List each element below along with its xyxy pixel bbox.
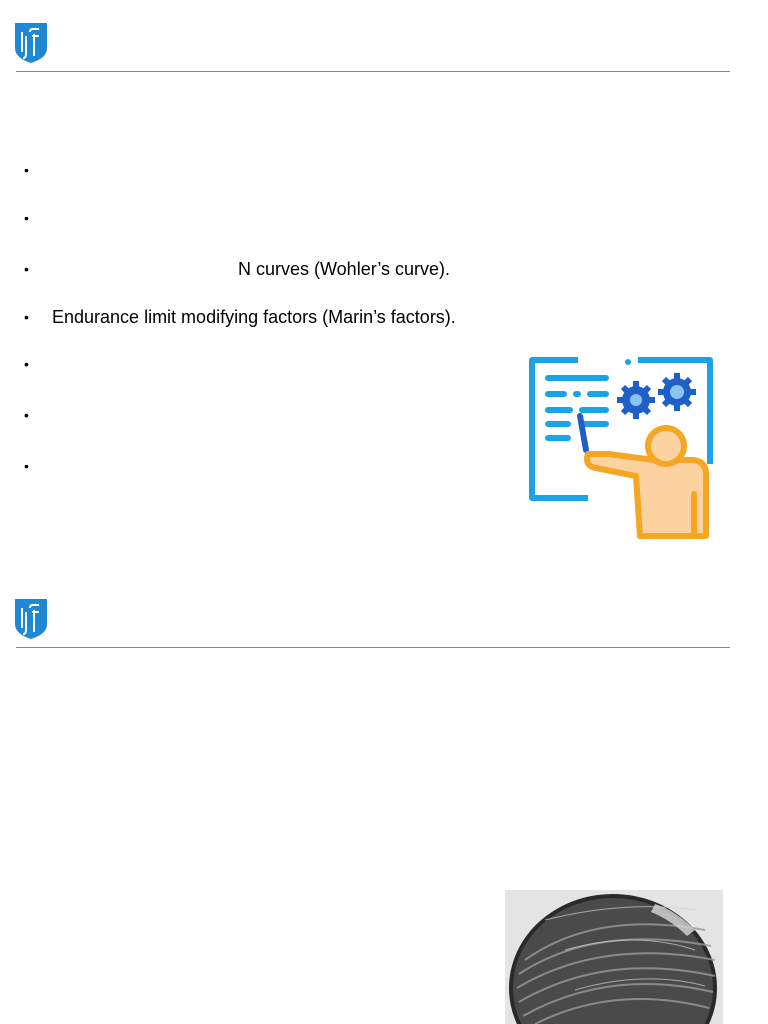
bullet-text: N curves (Wohler’s curve).: [238, 259, 451, 279]
bullet-marker: •: [24, 261, 29, 277]
bullet-marker: •: [24, 162, 29, 178]
bullet-marker: •: [24, 309, 29, 325]
bullet-text: Endurance limit modifying factors (Marin’s factors).: [52, 307, 456, 327]
header-rule: [16, 647, 730, 648]
fracture-surface-photo: [505, 890, 723, 1024]
header-rule: [16, 71, 730, 72]
gear-icon: [658, 373, 696, 411]
institution-logo: [14, 22, 48, 64]
gear-icon: [617, 381, 655, 419]
bullet-marker: •: [24, 407, 29, 423]
institution-logo: [14, 598, 48, 640]
teacher-board-icon: [528, 354, 714, 540]
bullet-marker: •: [24, 210, 29, 226]
bullet-marker: •: [24, 458, 29, 474]
bullet-marker: •: [24, 356, 29, 372]
